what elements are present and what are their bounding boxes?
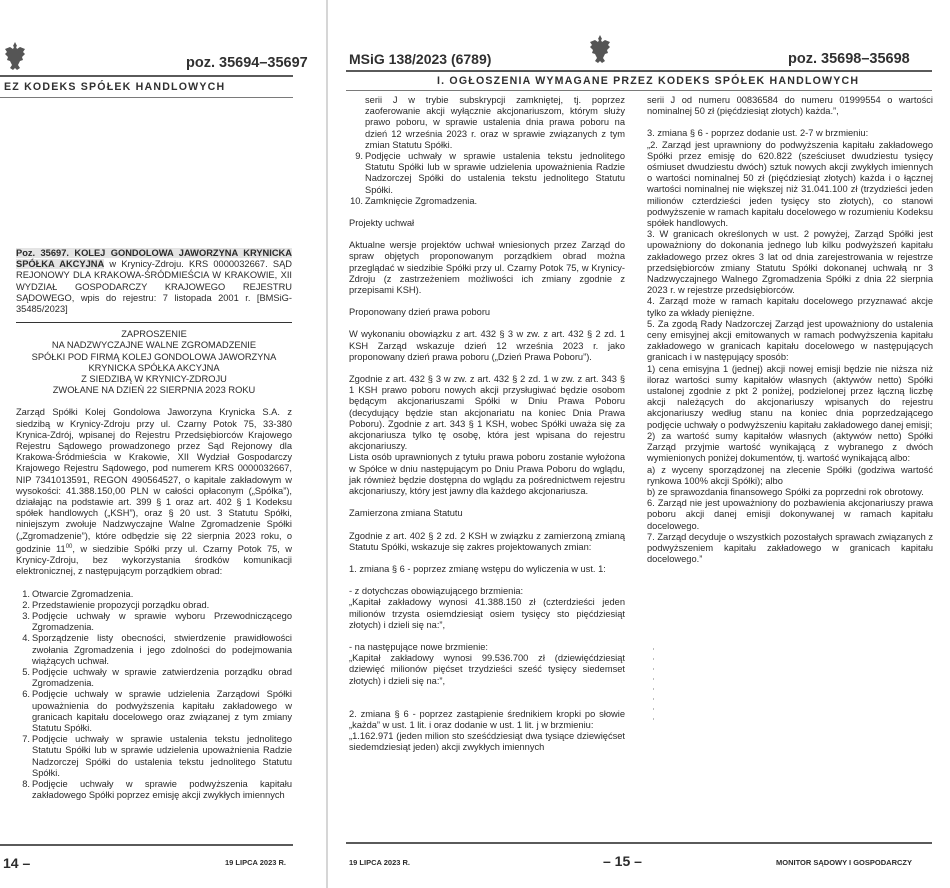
right-footer-date: 19 LIPCA 2023 R. (349, 858, 410, 867)
heading-projekty: Projekty uchwał (349, 218, 415, 229)
left-footer-date: 19 LIPCA 2023 R. (225, 858, 286, 867)
clause-2: „2. Zarząd jest uprawniony do podwyższenia kapitału zakładowego Spółki przez emisję do 620.822 (sześciuset dwudziestu tysięcy ośmiuset dwudziestu dwóch) sztuk nowych akcji zwykłych imiennych o wartości nominalnej 50 zł (pięćdziesiąt złotych) każda i o łącznej wartości nominalnej nie większej niż 31.041.100 zł (trzydzieści jeden milionów czterdzieści jeden tysięcy sto złotych), co stanowi podwyższenie w ramach kapitału docelowego w rozumieniu Kodeksu spółek handlowych. (647, 139, 933, 229)
agenda-number: 3. (22, 610, 30, 621)
clause-7: 7. Zarząd decyduje o wszystkich pozostałych sprawach związanych z podwyższeniem kapitału zakładowego w granicach kapitału docelowego.” (647, 531, 933, 565)
right-page-number: – 15 – (603, 853, 642, 869)
entry-title: Poz. 35697. KOLEJ GONDOLOWA JAWORZYNA KRYNICKA SPÓŁKA AKCYJNA (16, 248, 292, 270)
left-page (0, 0, 326, 888)
clause-5-point-2: 2) za wartość sumy kapitałów własnych (aktywów netto) Spółki Zarząd przyjmie wartość wynikającą z wybranego z dwóch wymienionych poniżej dokumentów, tj. wartość wynikającą albo: (647, 430, 933, 464)
entry-details: w Krynicy-Zdroju. KRS 0000032667. SĄD REJONOWY DLA KRAKOWA-ŚRÓDMIEŚCIA W KRAKOWIE, XII WYDZIAŁ GOSPODARCZY KRAJOWEGO REJESTRU SĄDOWEGO, wpis do rejestru: 7 listopada 2001 r. [BMSiG-35485/2023] (16, 259, 292, 315)
clause-5-point-b: b) ze sprawozdania finansowego Spółki za poprzedni rok obrotowy. (647, 486, 924, 497)
agenda-text: Podjęcie uchwały w sprawie zatwierdzenia porządku obrad Zgromadzenia. (32, 667, 292, 689)
agenda-text: Otwarcie Zgromadzenia. (32, 588, 134, 599)
agenda-number: 1. (22, 588, 30, 599)
left-header-poz: poz. 35694–35697 (186, 55, 308, 71)
agenda-text: Przedstawienie propozycji porządku obrad. (32, 599, 210, 610)
agenda-text: Podjęcie uchwały w sprawie wyboru Przewodniczącego Zgromadzenia. (32, 610, 292, 633)
intro-text: Zarząd Spółki Kolej Gondolowa Jaworzyna Krynicka S.A. z siedzibą w Krynicy-Zdroju przy ul. Czarny Potok 75, 33-380 Krynica-Zdrój, wpisanej do Rejestru Przedsiębiorców Krajowego Rejestru Sądowego prowadzonego przez Sąd Rejonowy dla Krakowa-Śródmieścia w Krakowie, XII Wydział Gospodarczy Krajowego Rejestru Sądowego, pod numerem KRS 0000032667, NIP 7341013591, REGON 490564527, o kapitale zakładowym w wysokości: 41.388.150,00 PLN w całości opłaconym („Spółka”), działając na podstawie art. 399 § 1 oraz art. 402 § 1 Kodeksu spółek handlowych („KSH”), oraz § 20 ust. 3 Statutu Spółki, niniejszym zwołuje Nadzwyczajne Walne Zgromadzenie Spółki („Zgromadzenie”), które odbędzie się 22 sierpnia 2023 roku, o godzinie 11 (16, 407, 292, 554)
agenda-item (16, 779, 292, 801)
clause-5-point-a: a) z wyceny sporządzonej na zlecenie Spółki (godziwa wartość rynkowa 100% akcji Spółki); albo (647, 464, 933, 486)
right-header-poz: poz. 35698–35698 (788, 51, 910, 67)
clause-6: 6. Zarząd nie jest upoważniony do pozbawienia akcjonariuszy prawa poboru akcji danej emisji dokonywanej w ramach kapitału docelowego. (647, 498, 933, 531)
agenda-number: 7. (22, 734, 30, 745)
clause-3: 3. W granicach określonych w ust. 2 powyżej, Zarząd Spółki jest upoważniony do dokonania jednego lub kilku podwyższeń kapitału zakładowego przez okres 3 lat od dnia zarejestrowania w rejestrze przedsiębiorców zmiany Statutu Spółki dokonanej uchwałą nr 3 Nadzwyczajnego Walnego Zgromadzenia Spółki z dnia 22 sierpnia 2023 r. w rejestrze przedsiębiorców. (647, 229, 933, 296)
left-page-number: 14 – (3, 855, 31, 871)
invitation-title-2: NA NADZWYCZAJNE WALNE ZGROMADZENIE (51, 340, 257, 351)
agenda-item (349, 95, 625, 151)
clause-4: 4. Zarząd może w ramach kapitału docelowego przyznawać akcje tylko za wkłady pieniężne. (647, 296, 933, 318)
agenda-text: Podjęcie uchwały w sprawie ustalenia tekstu jednolitego Statutu Spółki lub w sprawie udzielenia upoważnienia Radzie Nadzorczej Spółki do ustalenia tekstu jednolitego Statutu Spółki. (365, 151, 625, 195)
agenda-text: Podjęcie uchwały w sprawie podwyższenia kapitału zakładowego Spółki poprzez emisję akcji zwykłych imiennych (32, 779, 292, 801)
agenda-item (16, 589, 292, 600)
time-superscript: 00 (65, 543, 73, 550)
clause-5-point-1: 1) cena emisyjna 1 (jednej) akcji nowej emisji będzie nie niższa niż iloraz wartości sumy kapitałów własnych (aktywów netto) Spółki ustalonej zgodnie z pkt 2 poniżej, podzielonej przez łączną liczbę akcji należących do akcjonariuszy wpisanych do rejestru akcjonariuszy według stanu na koniec dnia poprzedzającego podjęcie uchwały o podwyższeniu kapitału zakładowego danej emisji; (647, 363, 933, 430)
agenda-number: 9. (355, 151, 363, 162)
agenda-item (16, 600, 292, 611)
invitation-title-3: SPÓŁKI POD FIRMĄ KOLEJ GONDOLOWA JAWORZYNA (31, 351, 277, 362)
amendment-3: 3. zmiana § 6 - poprzez dodanie ust. 2-7 w brzmieniu: (647, 128, 869, 139)
paragraph-dzien-2: Zgodnie z art. 432 § 3 w zw. z art. 432 § 2 zd. 1 w zw. z art. 343 § 1 KSH prawo poboru nowych akcji przysługiwać będzie osobom będącym akcjonariuszami Spółki w Dniu Prawa Poboru (decydujący będzie stan akcjonariatu na koniec Dnia Prawa Poboru). Zgodnie z art. 343 § 1 KSH, wobec Spółki uważa się za akcjonariusza tylko tę osobę, która jest wpisana do rejestru akcjonariuszy. (349, 374, 625, 452)
agenda-text: Podjęcie uchwały w sprawie ustalenia tekstu jednolitego Statutu Spółki lub w sprawie udzielenia upoważnienia Radzie Nadzorczej Spółki do ustalenia tekstu jednolitego Statutu Spółki. (32, 734, 292, 778)
agenda-number: 8. (22, 779, 30, 790)
intro-paragraph (16, 407, 292, 577)
amendment-2-quote: „1.162.971 (jeden milion sto sześćdziesiąt dwa tysiące dziewięćset siedemdziesiąt jeden) akcji zwykłych imiennych (349, 731, 625, 753)
paragraph-zmiana: Zgodnie z art. 402 § 2 zd. 2 KSH w związku z zamierzoną zmianą Statutu Spółki, wskazuje się zakres projektowanych zmian: (349, 530, 625, 552)
entry-rule (16, 315, 292, 323)
intro-tail: , w siedzibie Spółki przy ul. Czarny Potok 75, w Krynicy-Zdroju, bez wykorzystania środków komunikacji elektronicznej, z następującym porządkiem obrad: (16, 543, 292, 577)
amendment-1-new-label: - na następujące nowe brzmienie: (349, 641, 489, 652)
right-page (328, 0, 950, 888)
amendment-1-new-text: „Kapitał zakładowy wynosi 99.536.700 zł (dziewięćdziesiąt dziewięć milionów pięćset trzydzieści sześć tysięcy siedemset złotych) i dzieli się na:”, (349, 653, 625, 686)
invitation-title-1: ZAPROSZENIE (121, 329, 187, 340)
amendment-1-old-text: „Kapitał zakładowy wynosi 41.388.150 zł (czterdzieści jeden milionów trzysta osiemdziesiąt osiem tysięcy sto pięćdziesiąt złotych) i dzieli się na:”, (349, 597, 625, 630)
paragraph-projekty: Aktualne wersje projektów uchwał wniesionych przez Zarząd do spraw objętych proponowanym porządkiem obrad można przeglądać w siedzibie Spółki przy ul. Czarny Potok 75, w Krynicy-Zdroju (z zastrzeżeniem możliwości ich zmiany zgodnie z przepisami KSH). (349, 240, 625, 296)
agenda-item (349, 196, 625, 207)
agenda-number: 6. (22, 689, 30, 700)
amendment-1-old-label: - z dotychczas obowiązującego brzmienia: (349, 586, 524, 597)
agenda-item (16, 611, 292, 633)
amendment-2-continued: serii J od numeru 00836584 do numeru 01999554 o wartości nominalnej 50 zł (pięćdziesiąt złotych) każda.”, (647, 95, 933, 117)
agenda-number: 4. (22, 633, 30, 644)
section-rule (0, 97, 293, 98)
footer-rule (0, 844, 293, 846)
amendment-1: 1. zmiana § 6 - poprzez zmianę wstępu do wyliczenia w ust. 1: (349, 563, 606, 574)
agenda-item (16, 689, 292, 734)
agenda-text: serii J w trybie subskrypcji zamkniętej, tj. poprzez zaoferowanie akcji wyłącznie akcjonariuszom, którym służy prawo poboru, w sprawie ustalenia dnia prawa poboru na dzień 12 września 2023 r. oraz w sprawie związanych z tym zmian Statutu Spółki. (365, 95, 625, 150)
heading-zmiana-statutu: Zamierzona zmiana Statutu (349, 508, 463, 519)
invitation-title-5: Z SIEDZIBĄ W KRYNICY-ZDROJU (81, 374, 227, 385)
agenda-list (16, 589, 292, 802)
invitation-title-4: KRYNICKA SPÓŁKA AKCYJNA (88, 362, 220, 373)
publication-name: MONITOR SĄDOWY I GOSPODARCZY (776, 858, 912, 867)
header-rule (0, 75, 293, 77)
polish-eagle-emblem-icon (4, 40, 26, 72)
right-column-1 (349, 95, 625, 754)
section-rule (346, 90, 932, 91)
agenda-number: 2. (22, 599, 30, 610)
scan-artifact (653, 648, 654, 728)
issue-number: MSiG 138/2023 (6789) (349, 51, 492, 67)
agenda-list-continued (349, 95, 625, 207)
agenda-text: Sporządzenie listy obecności, stwierdzenie prawidłowości zwołania Zgromadzenia i jego zdolności do podejmowania wiążących uchwał. (32, 633, 292, 666)
agenda-text: Podjęcie uchwały w sprawie udzielenia Zarządowi Spółki upoważnienia do podwyższenia kapitału zakładowego w granicach kapitału docelowego oraz związanej z tym zmiany Statutu Spółki. (32, 689, 292, 734)
amendment-2: 2. zmiana § 6 - poprzez zastąpienie średnikiem kropki po słowie „każda” w ust. 1 lit. i oraz dodanie w ust. 1 lit. j w brzmieniu: (349, 708, 625, 730)
header-rule (346, 70, 932, 72)
paragraph-dzien-3: Lista osób uprawnionych z tytułu prawa poboru zostanie wyłożona w Spółce w dniu następującym po Dniu Prawa Poboru do wglądu, jak również będzie dostępna do wglądu za pośrednictwem rejestru akcjonariuszy, który jest jawny dla każdego akcjonariusza. (349, 452, 625, 497)
entry-header (16, 248, 292, 315)
agenda-number: 5. (22, 667, 30, 677)
right-section-title: I. OGŁOSZENIA WYMAGANE PRZEZ KODEKS SPÓŁEK HANDLOWYCH (437, 75, 860, 87)
left-section-title: EZ KODEKS SPÓŁEK HANDLOWYCH (4, 81, 226, 93)
agenda-item (16, 633, 292, 667)
paragraph-dzien-1: W wykonaniu obowiązku z art. 432 § 3 w zw. z art. 432 § 2 zd. 1 KSH Zarząd wskazuje dzień 12 września 2023 r. jako proponowany dzień prawa poboru („Dzień Prawa Poboru”). (349, 329, 625, 362)
heading-dzien-poboru: Proponowany dzień prawa poboru (349, 307, 491, 318)
footer-rule (346, 842, 932, 844)
right-column-2 (647, 95, 933, 565)
agenda-item (16, 734, 292, 779)
agenda-item (16, 667, 292, 689)
left-column (16, 248, 292, 801)
clause-5: 5. Za zgodą Rady Nadzorczej Zarząd jest upoważniony do ustalenia ceny emisyjnej akcji emitowanych w ramach podwyższenia kapitału zakładowego w granicach kapitału docelowego w następujących granicach i w następujący sposób: (647, 318, 933, 363)
agenda-item (349, 151, 625, 196)
invitation-title-6: ZWOŁANE NA DZIEŃ 22 SIERPNIA 2023 ROKU (52, 385, 256, 396)
agenda-number: 10. (350, 195, 363, 206)
polish-eagle-emblem-icon (589, 33, 611, 65)
agenda-text: Zamknięcie Zgromadzenia. (365, 195, 478, 206)
